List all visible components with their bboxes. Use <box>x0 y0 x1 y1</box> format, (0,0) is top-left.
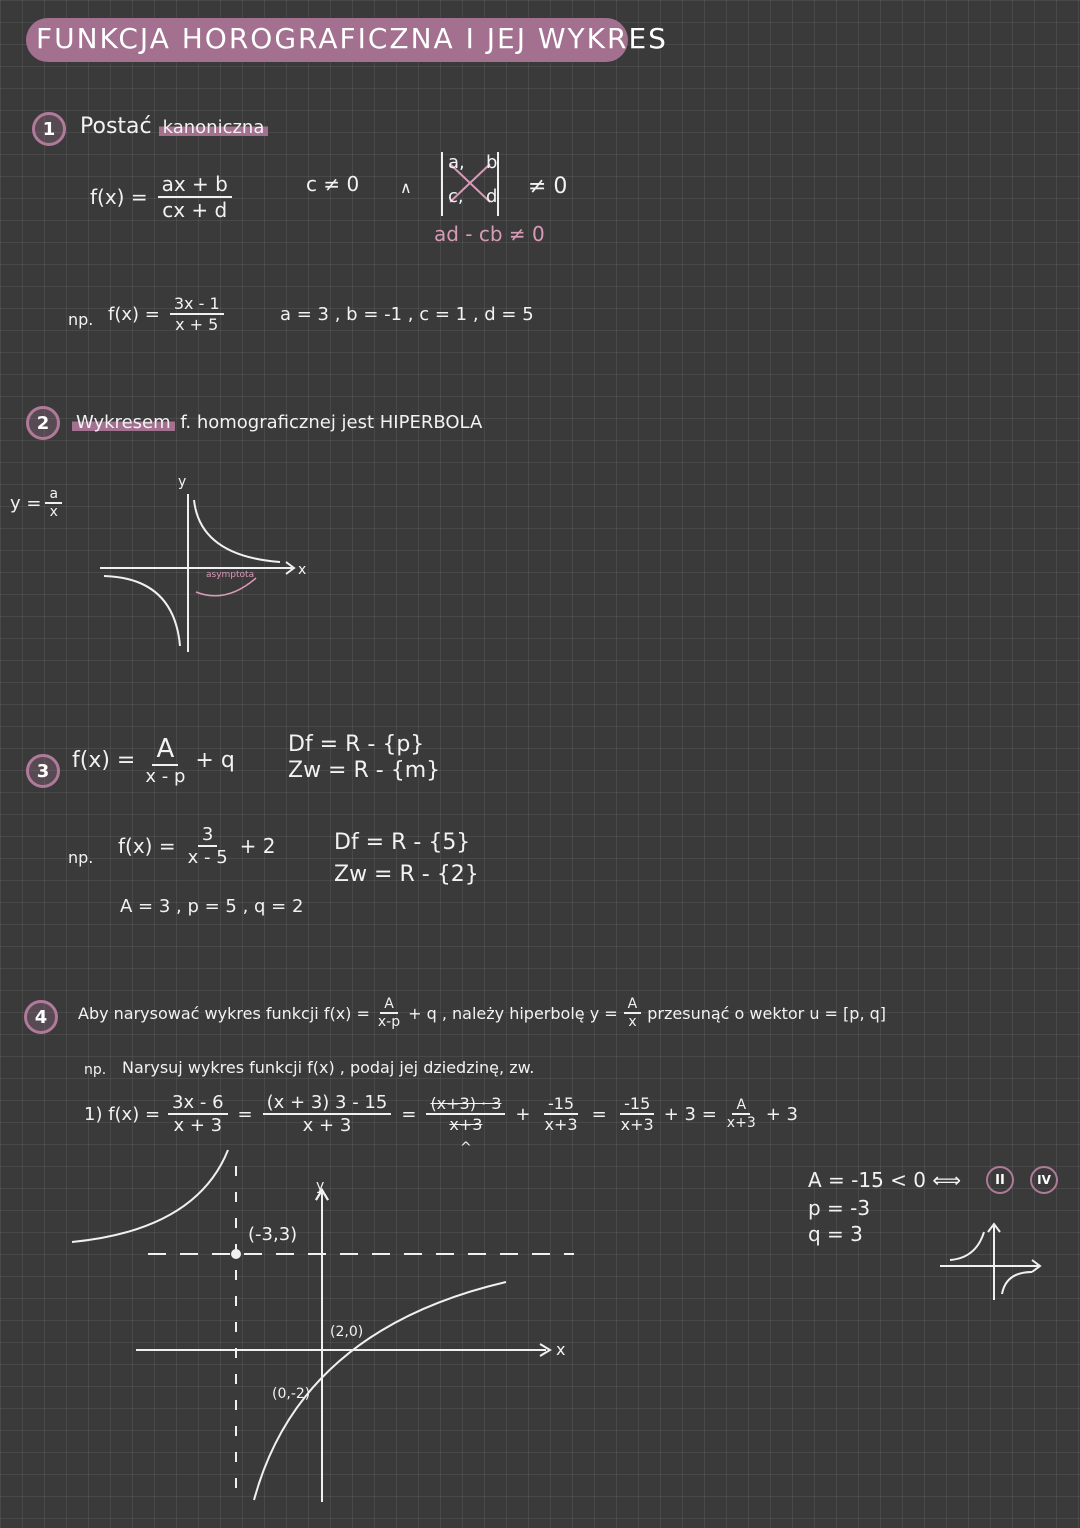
shift-rule-part-c: przesunąć o wektor u = [p, q] <box>647 1003 887 1023</box>
chain-eq-2: = <box>401 1103 417 1125</box>
shifted-tail: + q <box>195 748 235 773</box>
chain-plus: + <box>515 1103 531 1125</box>
example-3-domain: Df = R - {5} <box>334 830 471 855</box>
center-point-label: (-3,3) <box>248 1224 298 1245</box>
det-expansion: ad - cb ≠ 0 <box>434 222 545 246</box>
example-1-numerator: 3x - 1 <box>170 294 224 315</box>
asymptote-note: asymptota <box>206 570 255 580</box>
shifted-numerator: A <box>152 734 178 766</box>
shifted-denominator: x - p <box>145 766 186 787</box>
chain-tail-5: + 3 = <box>663 1103 717 1125</box>
section-3-number: 3 <box>26 754 60 788</box>
shift-rule-fraction-2-den: x <box>628 1014 637 1030</box>
shift-rule-part-a: Aby narysować wykres funkcji f(x) = <box>78 1003 370 1023</box>
example-3-tail: + 2 <box>239 834 276 858</box>
chain-frac-1-num: 3x - 6 <box>168 1092 228 1115</box>
chain-frac-1-den: x + 3 <box>173 1115 223 1136</box>
chain-frac-2-den: x + 3 <box>302 1115 352 1136</box>
canonical-numerator: ax + b <box>158 172 232 198</box>
canonical-formula-label: f(x) = <box>90 185 148 209</box>
example-3-label: f(x) = <box>118 834 176 858</box>
example-1-label: f(x) = <box>108 303 160 325</box>
quadrant-iv-badge: IV <box>1030 1166 1058 1194</box>
section-1-number: 1 <box>32 112 66 146</box>
condition-c: c ≠ 0 <box>306 172 360 196</box>
basic-hyperbola-label: y = <box>10 492 42 514</box>
shifted-domain: Df = R - {p} <box>288 732 425 757</box>
chain-prefix: 1) f(x) = <box>84 1103 161 1125</box>
chain-frac-5-den: x+3 <box>620 1115 654 1134</box>
det-top-left: a, <box>448 152 465 173</box>
task-prefix: np. <box>84 1062 107 1078</box>
shift-rule-fraction-2-num: A <box>624 996 642 1014</box>
chain-eq-3: = <box>591 1103 607 1125</box>
example-3-prefix: np. <box>68 848 94 867</box>
chain-frac-4-den: x+3 <box>544 1115 578 1134</box>
det-bottom-left: c, <box>448 186 464 207</box>
page-title: FUNKCJA HOROGRAFICZNA I JEJ WYKRES <box>36 22 668 55</box>
example-3-numerator: 3 <box>198 824 217 847</box>
det-top-right: b <box>486 152 498 173</box>
example-3-denominator: x - 5 <box>187 847 228 868</box>
section-1-heading-text: Postać <box>80 114 152 139</box>
chain-frac-5-num: -15 <box>620 1094 654 1115</box>
x-intercept-label: (2,0) <box>330 1324 364 1340</box>
a-condition: A = -15 < 0 ⟺ <box>808 1168 962 1192</box>
shift-rule-part-b: + q , należy hiperbolę y = <box>408 1003 618 1023</box>
shifted-range: Zw = R - {m} <box>288 758 441 783</box>
chain-tail-6: + 3 <box>765 1103 798 1125</box>
chain-eq-1: = <box>237 1103 253 1125</box>
y-intercept-label: (0,-2) <box>272 1386 311 1402</box>
quadrant-ii-badge: II <box>986 1166 1014 1194</box>
chain-frac-6-den: x+3 <box>726 1115 756 1131</box>
p-value: p = -3 <box>808 1196 871 1220</box>
example-3-range: Zw = R - {2} <box>334 862 479 887</box>
shift-rule-fraction-den: x-p <box>377 1014 401 1030</box>
shifted-formula-label: f(x) = <box>72 748 136 773</box>
section-2-number: 2 <box>26 406 60 440</box>
task-text: Narysuj wykres funkcji f(x) , podaj jej dziedzinę, zw. <box>122 1058 535 1077</box>
and-symbol: ∧ <box>400 178 412 197</box>
example-1-prefix: np. <box>68 310 94 329</box>
chain-frac-3-num: (x+3) · 3 <box>426 1094 505 1115</box>
shift-rule-fraction-num: A <box>380 996 398 1014</box>
section-4-number: 4 <box>24 1000 58 1034</box>
basic-graph-y-label: y <box>178 474 187 490</box>
q-value: q = 3 <box>808 1222 863 1246</box>
chain-frac-2-num: (x + 3) 3 - 15 <box>263 1092 392 1115</box>
shifted-graph-x-label: x <box>556 1340 566 1359</box>
example-3-params: A = 3 , p = 5 , q = 2 <box>120 896 304 917</box>
example-1-params: a = 3 , b = -1 , c = 1 , d = 5 <box>280 304 534 325</box>
basic-graph-x-label: x <box>298 562 307 578</box>
chain-frac-6-num: A <box>732 1097 750 1115</box>
section-2-heading-text: f. homograficznej jest HIPERBOLA <box>180 412 483 433</box>
section-1-heading-highlight: kanoniczna <box>159 117 269 138</box>
basic-hyperbola-numerator: a <box>45 486 62 504</box>
cancel-mark: ^ <box>460 1140 472 1156</box>
canonical-denominator: cx + d <box>162 198 228 222</box>
section-2-heading-highlight: Wykresem <box>72 412 175 433</box>
basic-hyperbola-denominator: x <box>49 504 58 520</box>
det-not-zero: ≠ 0 <box>528 174 568 199</box>
example-1-denominator: x + 5 <box>175 315 219 334</box>
chain-frac-4-num: -15 <box>544 1094 578 1115</box>
shifted-graph-y-label: y <box>316 1178 325 1194</box>
det-bottom-right: d <box>486 186 498 207</box>
chain-frac-3-den: x+3 <box>449 1115 483 1134</box>
